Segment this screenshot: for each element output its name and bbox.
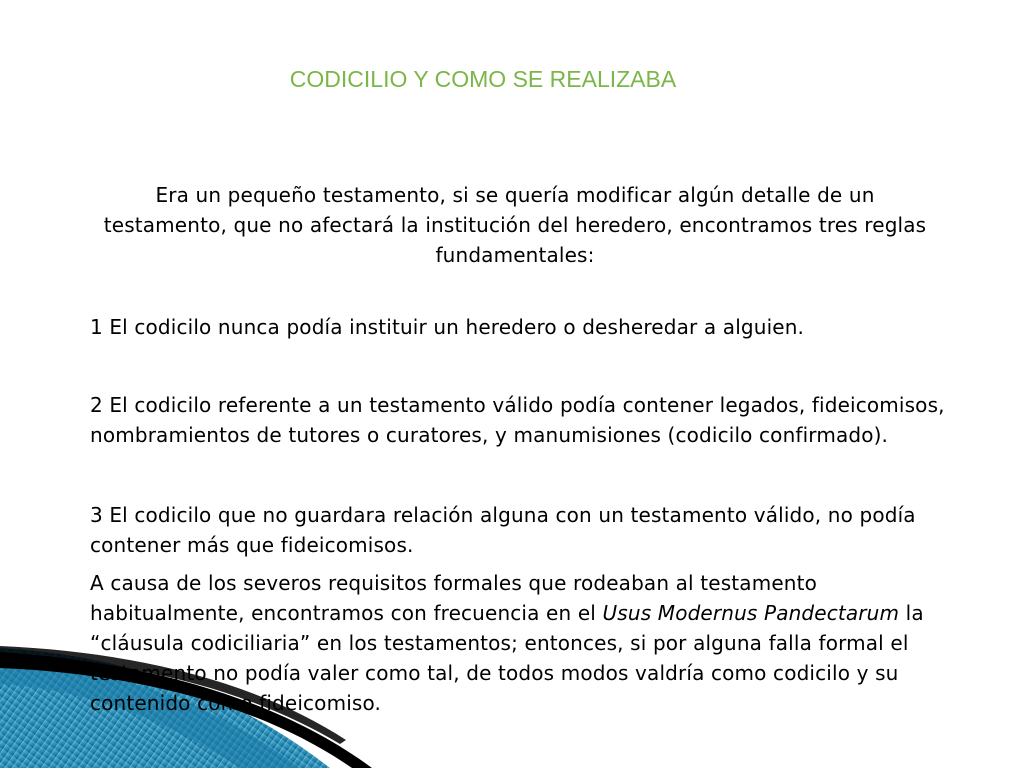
intro-paragraph: Era un pequeño testamento, si se quería modificar algún detalle de un testamento, que no afectará la institución del heredero, encontramos tres reglas fundamentales: [103, 183, 927, 267]
rule-number: 2 [90, 393, 103, 417]
rule-text: El codicilo que no guardara relación alguna con un testamento válido, no podía contener más que fideicomisos. [90, 503, 916, 557]
closing-text-start: A causa de los severos requisitos formales que rodeaban al testamento habitualmente, encontramos con frecuencia en el [90, 571, 817, 625]
usus-italic: Usus [602, 601, 652, 625]
rule-text: El codicilo nunca podía instituir un heredero o desheredar a alguien. [102, 315, 805, 339]
closing-text-end: la “cláusula codiciliaria” en los testamentos; entonces, si por alguna falla formal el testamento no podía valer como tal, de todos modos valdría como codicilo y su contenido como fideicomiso. [90, 601, 924, 715]
rule-item-1 [90, 312, 950, 342]
modernus-pandectarum-italic: Modernus Pandectarum [657, 601, 900, 625]
rule-text: El codicilo referente a un testamento válido podía contener legados, fideicomisos, nombramientos de tutores o curatores, y manumisiones (codicilo confirmado). [90, 393, 945, 447]
rule-item-2 [90, 390, 950, 450]
slide-title: CODICILIO Y COMO SE REALIZABA [289, 66, 677, 92]
rule-number: 1 [90, 315, 103, 339]
rule-number: 3 [90, 503, 103, 527]
rule-item-3 [90, 500, 950, 560]
closing-paragraph [90, 568, 950, 718]
